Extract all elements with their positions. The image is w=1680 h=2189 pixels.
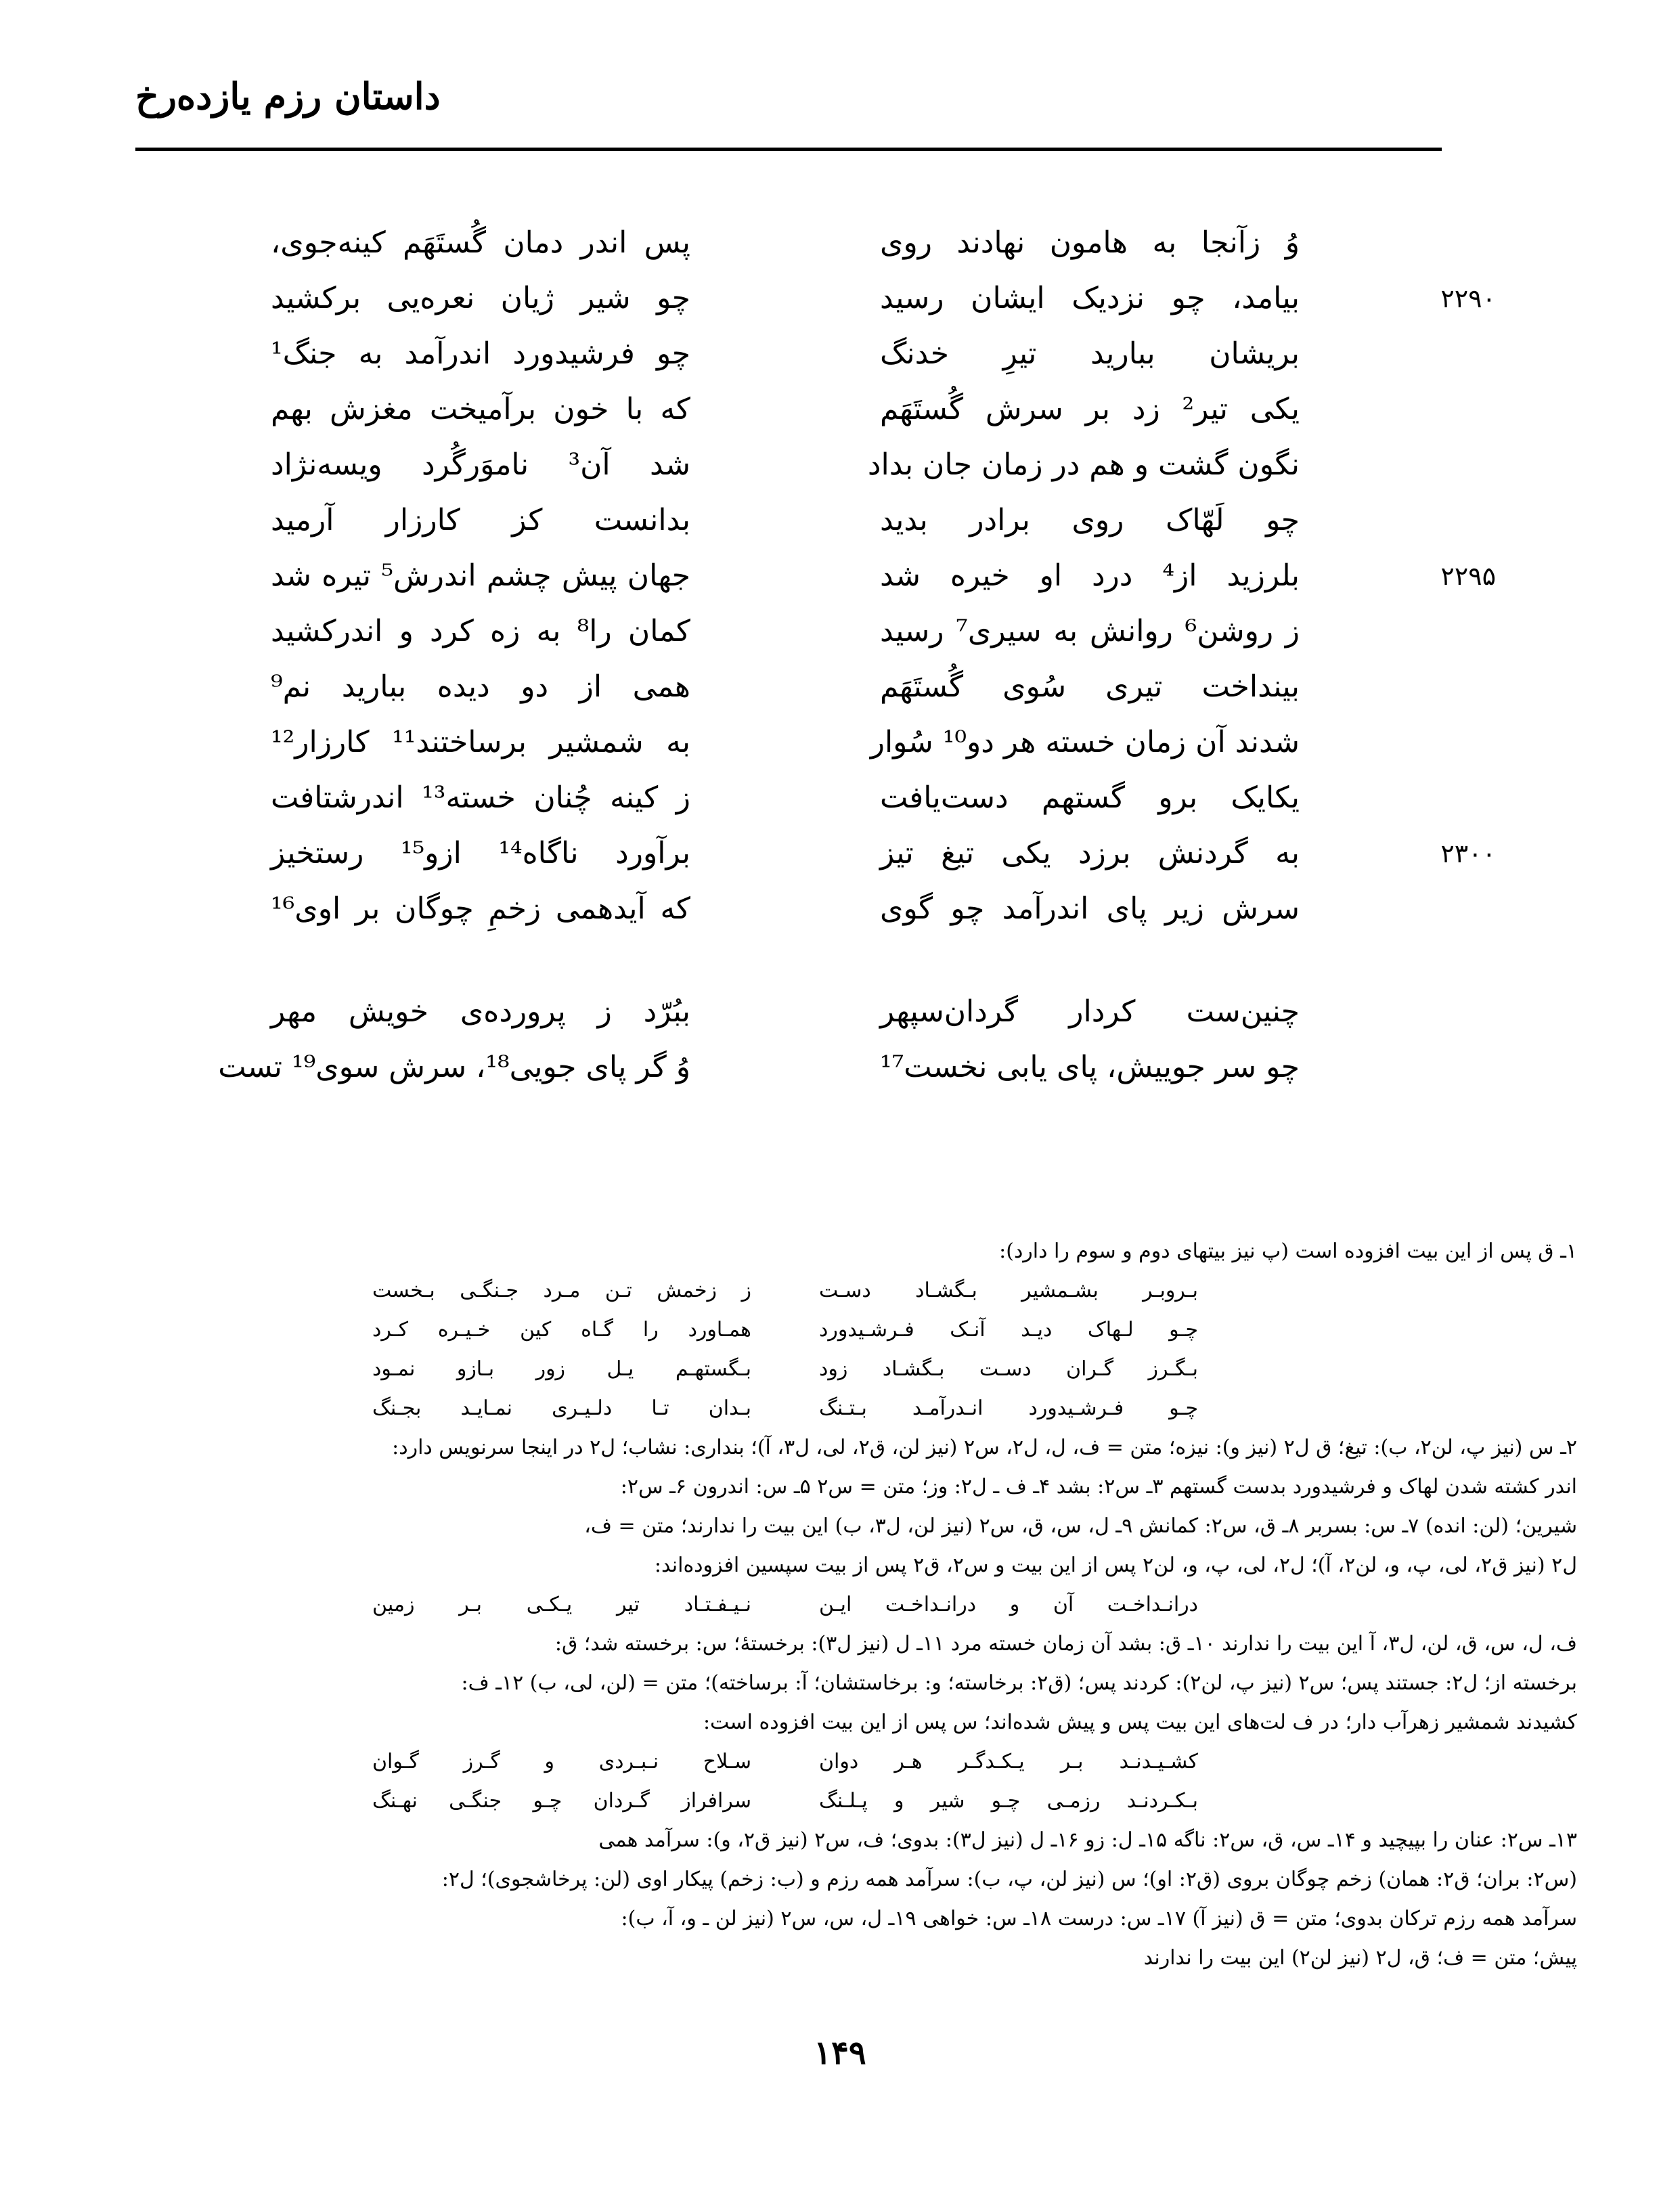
first-hemistich: بریشان ببارید تیرِ خدنگ <box>880 336 1300 371</box>
second-hemistich: جهان پیش چشم اندرش⁵ تیره شد <box>271 558 690 593</box>
footnote-line: پیش؛ متن = ف؛ ق، ل۲ (نیز لن۲) این بیت را ندارند <box>1143 1946 1577 1970</box>
second-hemistich: بدانست کز کارزار آرمید <box>271 503 690 537</box>
couplet <box>271 271 1496 326</box>
second-hemistich: همی از دو دیده ببارید نم⁹ <box>271 669 690 704</box>
footnote-line: برخسته از؛ ل۲: جستند پس؛ س۲ (نیز پ، لن۲): کردند پس؛ (ق۲: برخاسته؛ و: برخاستشان؛ آ: برساخته)؛ متن = (لن، لی، ب) ۱۲ـ ف: <box>461 1671 1577 1695</box>
footnote-verse: کشـیـدنـد بـر یـکـدگـر هـر دوان سـلاح نـبـردی و گـرز گـوان <box>372 1750 1198 1773</box>
header-rule <box>135 148 1442 151</box>
verse-number: ۲۲۹۵ <box>1440 561 1496 591</box>
first-hemistich: نگون گشت و هم در زمان جان بداد <box>867 447 1300 482</box>
couplet <box>271 326 1300 382</box>
verse-number: ۲۲۹۰ <box>1440 284 1496 313</box>
footnote-line: ۱۳ـ س۲: عنان را بپیچید و ۱۴ـ س، ق، س۲: ناگه ۱۵ـ ل: زو ۱۶ـ ل (نیز ل۳): بدوی؛ ف، س۲ (نیز ق۲، و): سرآمد همی <box>598 1828 1577 1852</box>
verse-number: ۲۳۰۰ <box>1440 839 1496 868</box>
footnote-line: سرآمد همه رزم ترکان بدوی؛ متن = ق (نیز آ) ۱۷ـ س: درست ۱۸ـ س: خواهی ۱۹ـ ل، س، س۲ (نیز لن ـ و، آ، ب): <box>621 1907 1577 1930</box>
first-hemistich: به گردنش برزد یکی تیغ تیز <box>880 836 1300 870</box>
second-hemistich: وُ گر پای جویی¹⁸، سرش سوی¹⁹ تست <box>218 1050 690 1084</box>
second-hemistich: شد آن³ ناموَرگُرد ویسه‌نژاد <box>271 447 690 482</box>
second-hemistich: ببُرّد ز پرورده‌ی خویش مهر <box>271 994 690 1029</box>
footnote-line: ف، ل، س، ق، لن، ل۳، آ این بیت را ندارند ۱۰ـ ق: بشد آن زمان خسته مرد ۱۱ـ ل (نیز ل۳): برخستهٔ؛ س: برخسته شد؛ ق: <box>554 1632 1577 1656</box>
second-hemistich: برآورد ناگاه¹⁴ ازو¹⁵ رستخیز <box>271 836 690 870</box>
couplet <box>271 770 1300 826</box>
couplet <box>271 715 1300 770</box>
first-hemistich: شدند آن زمان خسته هر دو¹⁰ سُوار <box>870 725 1300 759</box>
couplet <box>271 548 1496 604</box>
second-hemistich: چو شیر ژیان نعره‌یی برکشید <box>271 281 690 315</box>
couplet <box>271 215 1300 271</box>
second-hemistich: کمان را⁸ به زه کرد و اندرکشید <box>271 614 690 648</box>
couplet <box>271 382 1300 437</box>
poem-verses <box>218 215 1496 1095</box>
couplet <box>271 984 1300 1040</box>
couplet <box>218 1040 1300 1095</box>
footnote-verse: بـگـرز گـران دسـت بـگشـاد زود بـگستهـم یـل زور بـازو نمـود <box>372 1357 1198 1381</box>
couplet <box>271 659 1300 715</box>
footnote-line: شیرین؛ (لن: انده) ۷ـ س: بسربر ۸ـ ق، س۲: کمانش ۹ـ ل، س، ق، س۲ (نیز لن، ل۳، ب) این بیت را ندارند؛ متن = ف، <box>584 1514 1577 1538</box>
second-hemistich: که با خون برآمیخت مغزش بهم <box>271 392 690 426</box>
first-hemistich: بلرزید از⁴ درد او خیره شد <box>880 558 1300 593</box>
second-hemistich: چو فرشیدورد اندرآمد به جنگ¹ <box>271 336 690 371</box>
first-hemistich: وُ زآنجا به هامون نهادند روی <box>880 225 1300 260</box>
footnote-verse: بـروبـر بشـمشیر بـگشـاد دسـت ز زخمش تـن مـرد جـنگـی بـخست <box>372 1279 1198 1302</box>
footnote-verse: بـکـردنـد رزمـی چـو شیر و پـلـنگ سرافراز گـردان چـو جنگـی نهـنگ <box>372 1789 1198 1813</box>
footnote-verse: درانـداخـت آن و درانـداخـت ایـن نـیـفـتـاد تیر یـکـی بـر زمین <box>372 1593 1198 1616</box>
footnote-1-intro: ۱ـ ق پس از این بیت افزوده است (پ نیز بیتهای دوم و سوم را دارد): <box>999 1239 1577 1263</box>
first-hemistich: چنین‌ست کردار گردان‌سپهر <box>880 994 1300 1029</box>
second-hemistich: پس اندر دمان گُستَهَم کینه‌جوی، <box>271 225 690 260</box>
first-hemistich: یکی تیر² زد بر سرش گُستَهَم <box>880 392 1300 426</box>
footnote-line: اندر کشته شدن لهاک و فرشیدورد بدست گستهم ۳ـ س۲: بشد ۴ـ ف ـ ل۲: وز؛ متن = س۲ ۵ـ س: اندرون ۶ـ س۲: <box>620 1475 1577 1499</box>
stanza-gap <box>271 937 1300 984</box>
first-hemistich: یکایک برو گستهم دست‌یافت <box>880 780 1300 815</box>
footnote-verse: چـو لـهاک دیـد آنـک فـرشـیدورد همـاورد را گـاه کین خـیـره کـرد <box>372 1318 1198 1342</box>
couplet <box>271 493 1300 548</box>
couplet <box>271 881 1300 937</box>
second-hemistich: ز کینه چُنان خسته¹³ اندرشتافت <box>271 780 690 815</box>
couplet <box>271 437 1300 493</box>
footnote-line: کشیدند شمشیر زهرآب دار؛ در ف لت‌های این بیت پس و پیش شده‌اند؛ س پس از این بیت افزوده است: <box>703 1710 1577 1734</box>
page-number: ۱۴۹ <box>814 2034 866 2072</box>
couplet <box>271 826 1496 881</box>
second-hemistich: به شمشیر برساختند¹¹ کارزار¹² <box>271 725 690 759</box>
first-hemistich: ز روشن⁶ روانش به سیری⁷ رسید <box>880 614 1300 648</box>
second-hemistich: که آیدهمی زخمِ چوگان بر اوی¹⁶ <box>271 891 690 926</box>
first-hemistich: سرش زیر پای اندرآمد چو گوی <box>880 891 1300 926</box>
footnotes <box>169 1232 1577 1978</box>
footnote-verse: چـو فـرشـیدورد انـدرآمـد بـتـنگ بـدان تـا دلـیـری نمـایـد بجـنگ <box>372 1396 1198 1420</box>
first-hemistich: چو لَهّاک روی برادر بدید <box>880 503 1300 537</box>
first-hemistich: بیامد، چو نزدیک ایشان رسید <box>880 281 1300 315</box>
first-hemistich: بینداخت تیری سُوی گُستَهَم <box>880 669 1300 704</box>
footnote-line: ۲ـ س (نیز پ، لن۲، ب): تیغ؛ ق ل۲ (نیز و): نیزه؛ متن = ف، ل، ل۲، س۲ (نیز لن، ق۲، لی، ل۳، آ)؛ بنداری: نشاب؛ ل۲ در اینجا سرنویس دارد: <box>392 1436 1577 1459</box>
first-hemistich: چو سر جوییش، پای یابی نخست¹⁷ <box>880 1050 1300 1084</box>
footnote-line: (س۲: بران؛ ق۲: همان) زخم چوگان بروی (ق۲: او)؛ س (نیز لن، پ، ب): سرآمد همه رزم و (ب: زخم) پیکار اوی (لن: پرخاشجوی)؛ ل۲: <box>441 1867 1577 1891</box>
running-header-title: داستان رزم یازده‌رخ <box>135 74 441 118</box>
footnote-line: ل۲ (نیز ق۲، لی، پ، و، لن۲، آ)؛ ل۲، لی، پ، و، لن۲ پس از این بیت و س۲، ق۲ پس از بیت سپسین افزوده‌اند: <box>654 1553 1577 1577</box>
couplet <box>271 604 1300 659</box>
